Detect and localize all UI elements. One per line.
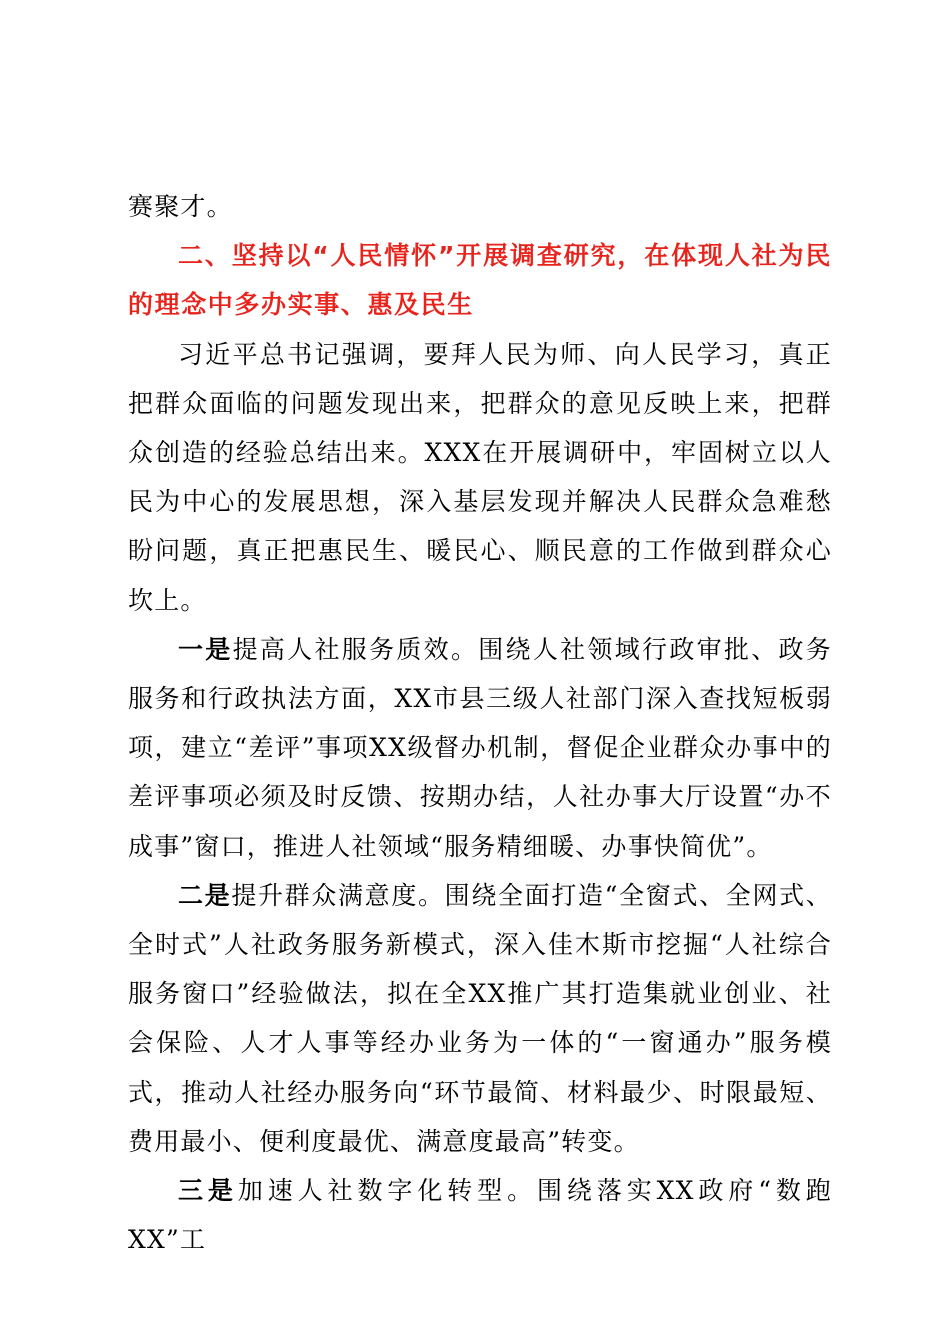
- item-lead-3: 三是: [178, 1176, 238, 1206]
- item-text-1: 提高人社服务质效。围绕人社领域行政审批、政务服务和行政执法方面，XX市县三级人社部门深入查找短板弱项，建立“差评”事项XX级督办机制，督促企业群众办事中的差评事项必须及时反馈、按期办结，人社办事大厅设置“办不成事”窗口，推进人社领域“服务精细暖、办事快简优”。: [128, 634, 832, 861]
- section-heading: 二、坚持以“人民情怀”开展调查研究，在体现人社为民的理念中多办实事、惠及民生: [128, 241, 832, 320]
- item-lead-1: 一是: [178, 634, 233, 664]
- intro-paragraph: 习近平总书记强调，要拜人民为师、向人民学习，真正把群众面临的问题发现出来，把群众的意见反映上来，把群众创造的经验总结出来。XXX在开展调研中，牢固树立以人民为中心的发展思想，深入基层发现并解决人民群众急难愁盼问题，真正把惠民生、暖民心、顺民意的工作做到群众心坎上。: [128, 339, 832, 615]
- item-text-2: 提升群众满意度。围绕全面打造“全窗式、全网式、全时式”人社政务服务新模式，深入佳木斯市挖掘“人社综合服务窗口”经验做法，拟在全XX推广其打造集就业创业、社会保险、人才人事等经办业务为一体的“一窗通办”服务模式，推动人社经办服务向“环节最简、材料最少、时限最短、费用最小、便利度最优、满意度最高”转变。: [128, 880, 832, 1156]
- item-text-3: 加速人社数字化转型。围绕落实XX政府“数跑XX”工: [128, 1176, 833, 1255]
- item-lead-2: 二是: [178, 880, 232, 910]
- item-paragraph-2: [128, 871, 832, 1166]
- continuation-text: 赛聚才。: [128, 192, 233, 221]
- item-paragraph-1: [128, 625, 832, 871]
- document-body: [128, 182, 832, 1264]
- item-paragraph-3: [128, 1166, 832, 1264]
